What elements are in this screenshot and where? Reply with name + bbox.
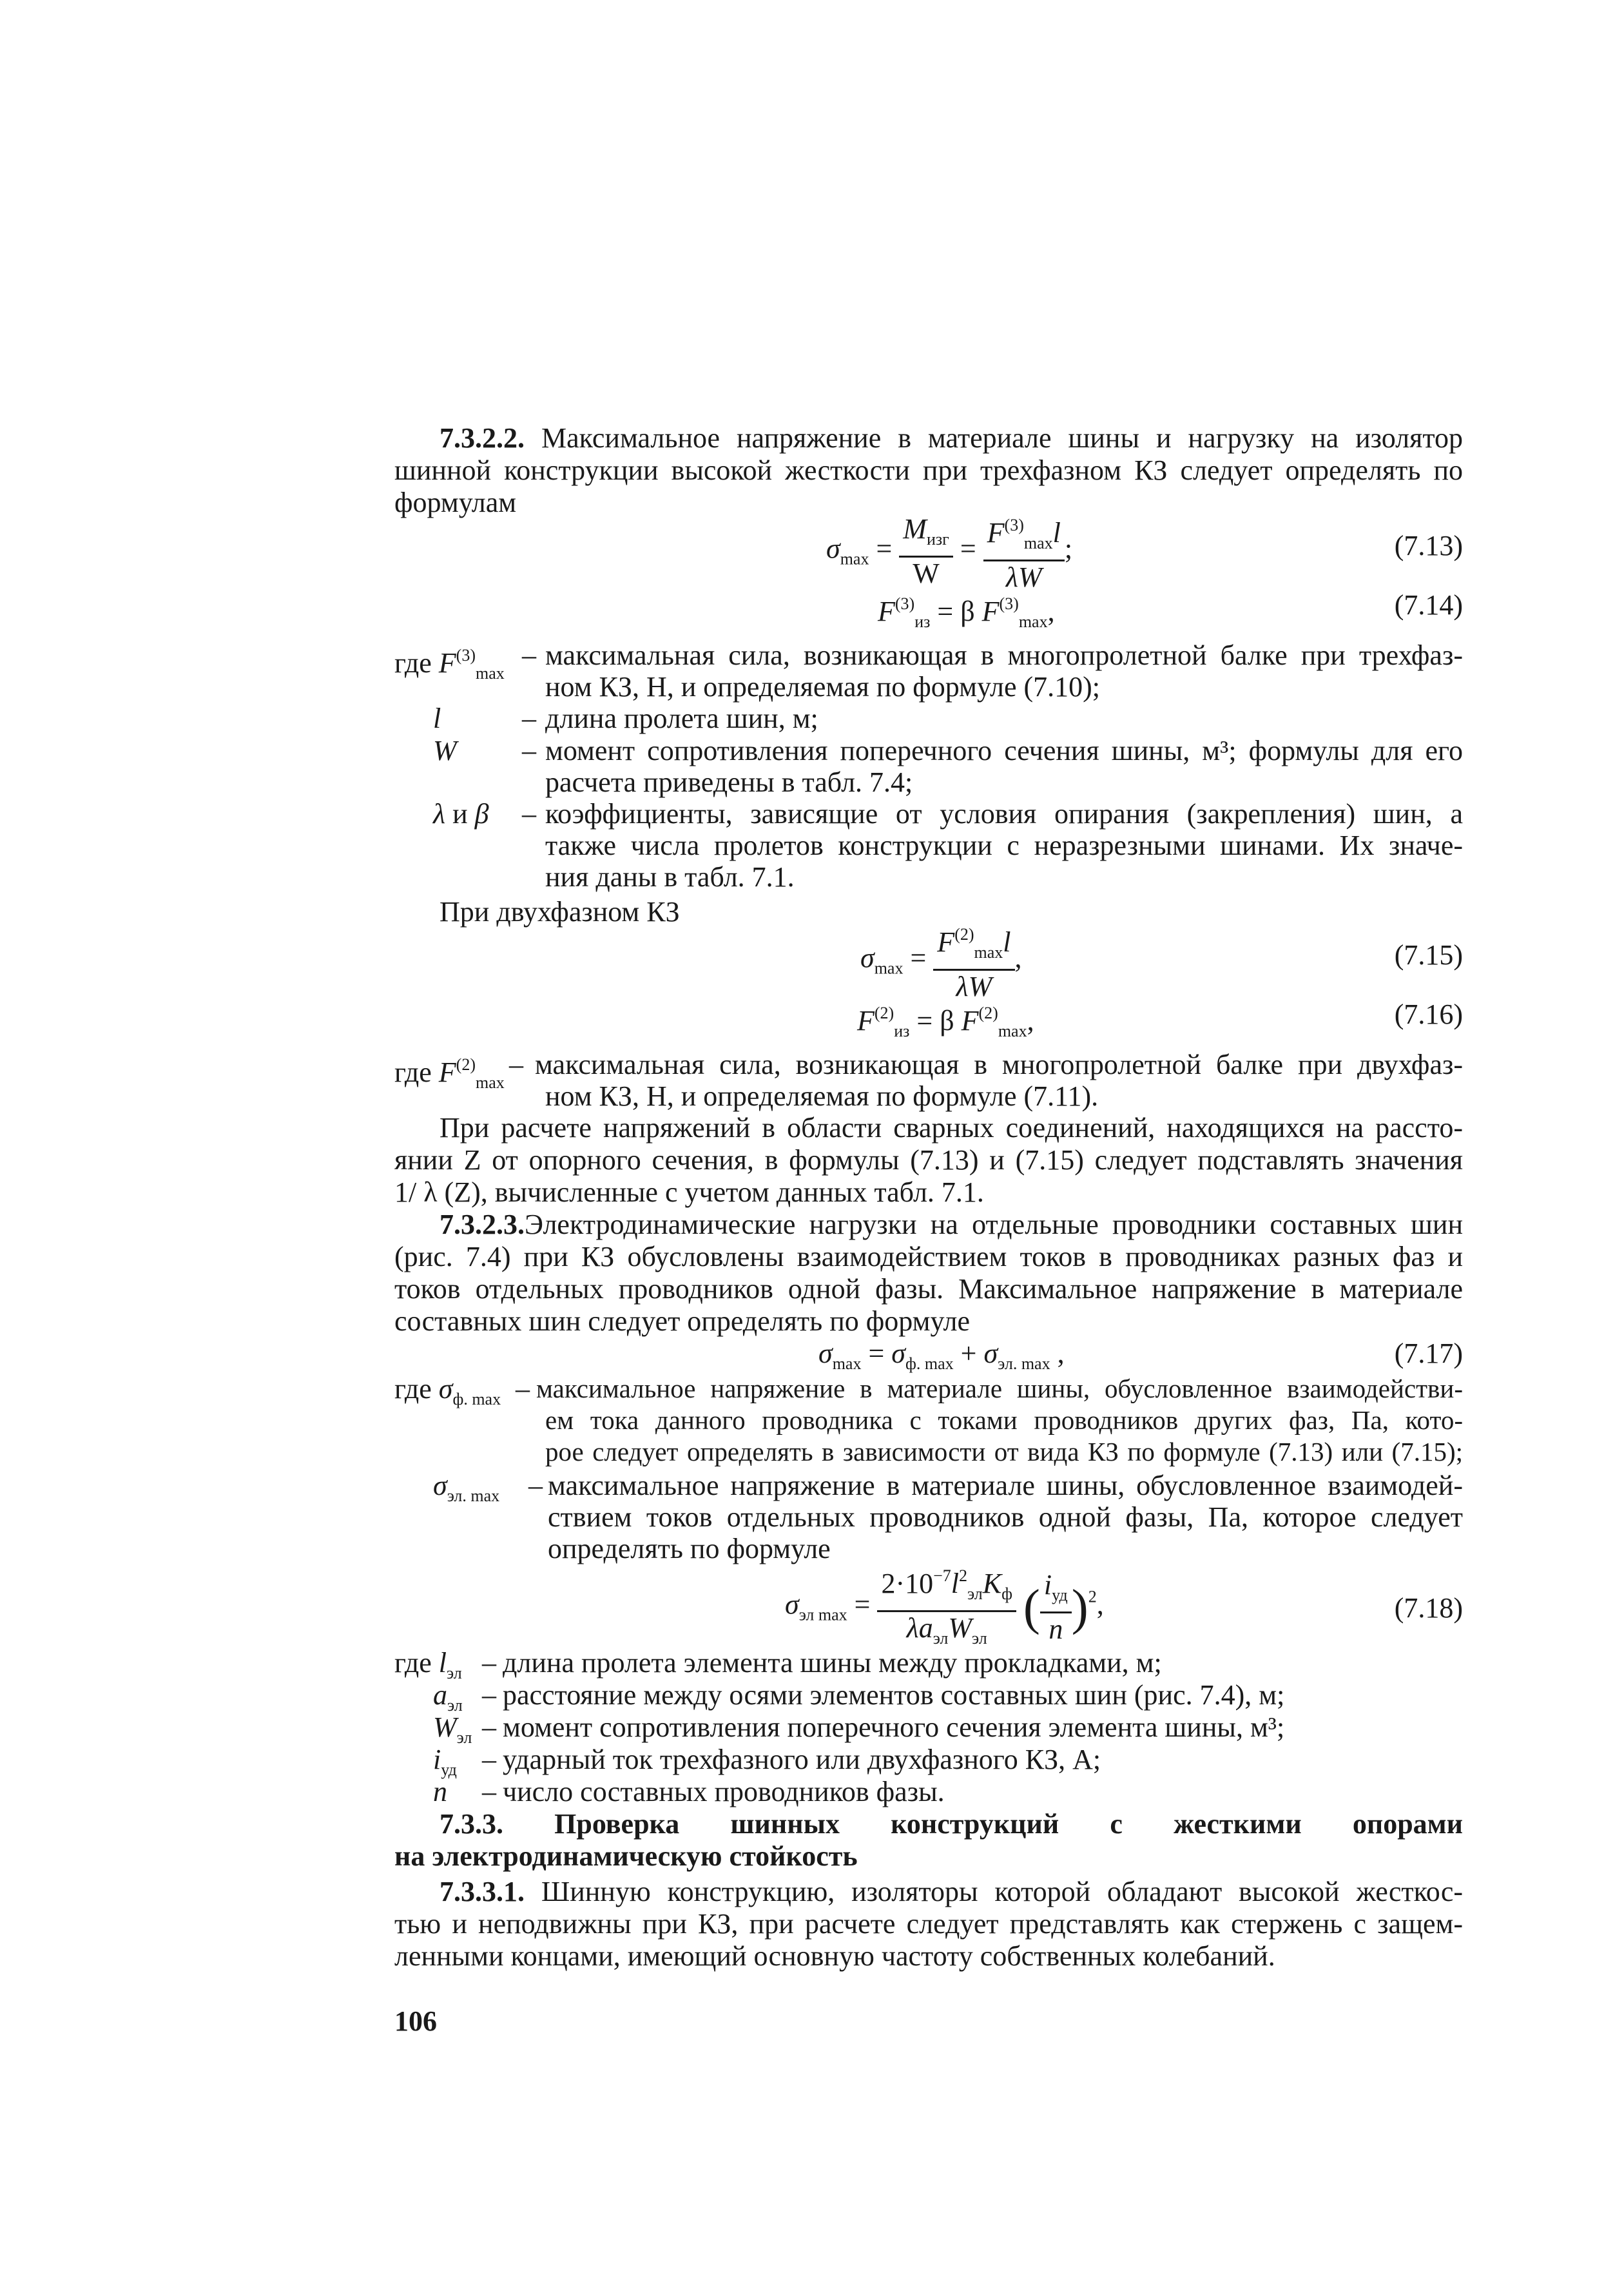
def-term: где $F^{(3)}_{max}$ (394, 646, 505, 683)
def-dash: – (516, 1373, 530, 1405)
section-number: 7.3.3.1. (440, 1876, 525, 1907)
section-7-3-3-heading-line-1: 7.3.3. Проверка шинных конструкций с жесткими опорами (440, 1808, 1463, 1840)
def-dash: – (522, 703, 536, 734)
para-weld-line-3: 1/ λ (Z), вычисленные с учетом данных табл. 7.1. (394, 1176, 984, 1208)
def-text: максимальная сила, возникающая в многопролетной балке при трехфаз- ном КЗ, Н, и определяемая по формуле (7.10); (545, 639, 1463, 703)
def-term: где $l_{эл}$ (394, 1647, 462, 1682)
formula-7-14: $F^{(3)}_{из} = \beta$ $F^{(3)}_{max}$, (878, 594, 1055, 631)
def-text: ударный ток трехфазного или двухфазного КЗ, А; (503, 1744, 1101, 1775)
equation-number: (7.14) (1394, 589, 1463, 621)
def-text: коэффициенты, зависящие от условия опирания (закрепления) шин, а также числа пролетов конструкции с неразрезными шинами. Их значе- ния даны в табл. 7.1. (545, 798, 1463, 893)
def-term: $i_{уд}$ (433, 1744, 457, 1779)
equation-number: (7.15) (1394, 939, 1463, 971)
section-7-3-3-1-line-1: 7.3.3.1. Шинную конструкцию, изоляторы которой обладают высокой жесткос- (440, 1876, 1464, 1907)
def-dash: – (528, 1470, 543, 1501)
def-text: расстояние между осями элементов составных шин (рис. 7.4), м; (503, 1679, 1285, 1711)
formula-7-15: $\sigma_{max}$ = $\frac{F^{(2)}_{max}l}{\lambda W}$ , (860, 919, 1022, 1003)
def-text: момент сопротивления поперечного сечения шины, м³; формулы для его расчета приведены в табл. 7.4; (545, 735, 1463, 798)
equation-number: (7.17) (1394, 1338, 1463, 1369)
def-dash: – (482, 1744, 496, 1775)
def-dash: – (522, 735, 536, 766)
def-term: λ и β (433, 798, 489, 830)
def-dash: – (509, 1049, 523, 1080)
def-text: момент сопротивления поперечного сечения элемента шины, м³; (503, 1711, 1285, 1743)
def-term: l (433, 703, 441, 734)
formula-7-13: $\sigma_{max}$ = $\frac{M_{изг}}{W}$ = $\frac{F^{(3)}_{max}l}{\lambda W}$ ; (826, 509, 1072, 594)
section-7-3-3-1-line-2: тью и неподвижны при КЗ, при расчете следует представлять как стержень с защем- (394, 1908, 1463, 1940)
def-dash: – (482, 1679, 496, 1711)
section-7-3-3-1-line-3: ленными концами, имеющий основную частоту собственных колебаний. (394, 1940, 1275, 1972)
section-7-3-2-3-line-3: токов отдельных проводников одной фазы. Максимальное напряжение в материале (394, 1273, 1463, 1305)
def-term: где $F^{(2)}_{max}$ (394, 1055, 505, 1092)
section-number: 7.3.2.3. (440, 1209, 525, 1240)
formula-7-16: $F^{(2)}_{из} = \beta$ $F^{(2)}_{max}$, (857, 1004, 1034, 1040)
para-weld-line-2: янии Z от опорного сечения, в формулы (7.13) и (7.15) следует подставлять значения (394, 1144, 1463, 1176)
equation-number: (7.18) (1394, 1592, 1463, 1624)
section-7-3-3-heading-line-2: на электродинамическую стойкость (394, 1840, 858, 1872)
section-7-3-2-3-line-4: составных шин следует определять по формуле (394, 1305, 970, 1337)
formula-7-18: $\sigma_{эл max}$ = $\frac{2\cdot 10^{-7}l^2_{эл}K_ф}{\lambda a_{эл}W_{эл}}$ ( $\frac{i_{уд}}{n}$ )$^2$, (785, 1560, 1104, 1655)
def-term: $\sigma_{эл. max}$ (433, 1470, 500, 1505)
para-weld-line-1: При расчете напряжений в области сварных соединений, находящихся на рассто- (440, 1112, 1463, 1144)
def-dash: – (482, 1647, 496, 1679)
def-text: число составных проводников фазы. (503, 1776, 945, 1807)
def-dash: – (482, 1776, 496, 1807)
def-term: W (433, 735, 457, 766)
equation-number: (7.16) (1394, 998, 1463, 1030)
def-text: максимальное напряжение в материале шины, обусловленное взаимодействи- ем тока данного проводника с токами проводников других фаз, Па, кото- рое следует определять в зависимости от вида КЗ по формуле (7.13) или (7.15); (536, 1374, 1463, 1466)
def-dash: – (522, 639, 536, 671)
def-term: $a_{эл}$ (433, 1679, 463, 1715)
def-term: $W_{эл}$ (433, 1711, 472, 1747)
section-7-3-2-2-line-3: формулам (394, 487, 517, 518)
section-7-3-2-2-line-1: 7.3.2.2. Максимальное напряжение в материале шины и нагрузку на изолятор (440, 422, 1464, 454)
section-7-3-2-2-line-2: шинной конструкции высокой жесткости при трехфазном КЗ следует определять по (394, 454, 1463, 486)
section-number: 7.3.2.2. (440, 422, 525, 454)
section-7-3-2-3-line-2: (рис. 7.4) при КЗ обусловлены взаимодействием токов в проводниках разных фаз и (394, 1241, 1463, 1272)
equation-number: (7.13) (1394, 530, 1463, 561)
def-text: длина пролета элемента шины между прокладками, м; (503, 1647, 1162, 1679)
def-term: где $\sigma_{ф. max}$ (394, 1373, 501, 1408)
section-7-3-2-3-line-1: 7.3.2.3.Электродинамические нагрузки на отдельные проводники составных шин (440, 1209, 1463, 1240)
page-number: 106 (394, 2005, 437, 2037)
def-text: максимальное напряжение в материале шины, обусловленное взаимодей- ствием токов отдельных проводников одной фазы, Па, которое следует определять по формуле (548, 1470, 1463, 1564)
def-text: длина пролета шин, м; (545, 703, 818, 734)
two-phase-heading: При двухфазном КЗ (440, 896, 680, 928)
def-dash: – (522, 798, 536, 830)
formula-7-17: $\sigma_{max} = \sigma_{ф. max} + \sigma_{эл. max}$ , (818, 1338, 1065, 1373)
def-text: максимальная сила, возникающая в многопролетной балке при двухфаз- ном КЗ, Н, и определяемая по формуле (7.11). (535, 1049, 1463, 1112)
def-dash: – (482, 1711, 496, 1743)
def-term: n (433, 1776, 447, 1807)
